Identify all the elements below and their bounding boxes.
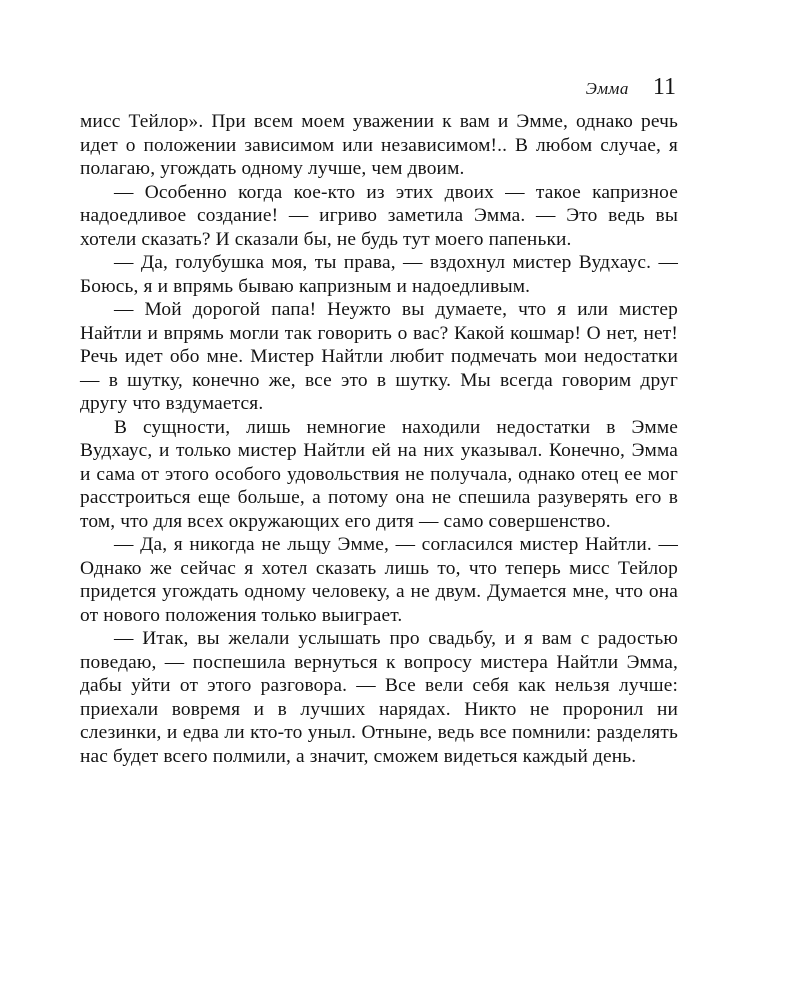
paragraph: — Мой дорогой папа! Неужто вы думаете, что я или мистер Найтли и впрямь могли так говорить о вас? Какой кошмар! О нет, нет! Речь идет обо мне. Мистер Найтли любит подмечать мои недостатки — в шутку, конечно же, все это в шутку. Мы всегда говорим друг другу что вздумается. — [80, 299, 678, 414]
page-header — [586, 74, 676, 101]
running-title: Эмма — [585, 79, 629, 98]
paragraph: — Да, голубушка моя, ты права, — вздохнул мистер Вудхаус. — Боюсь, я и впрямь бываю капризным и надоедливым. — [80, 252, 678, 297]
paragraph: — Итак, вы желали услышать про свадьбу, и я вам с радостью поведаю, — поспешила вернуться к вопросу мистера Найтли Эмма, дабы уйти от этого разговора. — Все вели себя как нельзя лучше: приехали вовремя и в лучших нарядах. Никто не проронил ни слезинки, и едва ли кто-то уныл. Отныне, ведь все помнили: разделять нас будет всего полмили, а значит, сможем видеться каждый день. — [80, 628, 678, 767]
paragraph: мисс Тейлор». При всем моем уважении к вам и Эмме, однако речь идет о положении зависимом или независимом!.. В любом случае, я полагаю, угождать одному лучше, чем двоим. — [80, 111, 678, 179]
page-number: 11 — [652, 74, 676, 100]
body-text — [80, 110, 678, 768]
paragraph: — Особенно когда кое-кто из этих двоих — такое капризное надоедливое создание! — игриво заметила Эмма. — Это ведь вы хотели сказать? И сказали бы, не будь тут моего папеньки. — [80, 181, 678, 250]
paragraph: В сущности, лишь немногие находили недостатки в Эмме Вудхаус, и только мистер Найтли ей на них указывал. Конечно, Эмма и сама от этого особого удовольствия не получала, однако отец ее мог расстроиться еще больше, а потому она не спешила разуверять его в том, что для всех окружающих его дитя — само совершенство. — [80, 416, 678, 532]
paragraph: — Да, я никогда не льщу Эмме, — согласился мистер Найтли. — Однако же сейчас я хотел сказать лишь то, что теперь мисс Тейлор придется угождать одному человеку, а не двум. Думается мне, что она от нового положения только выиграет. — [80, 534, 678, 626]
